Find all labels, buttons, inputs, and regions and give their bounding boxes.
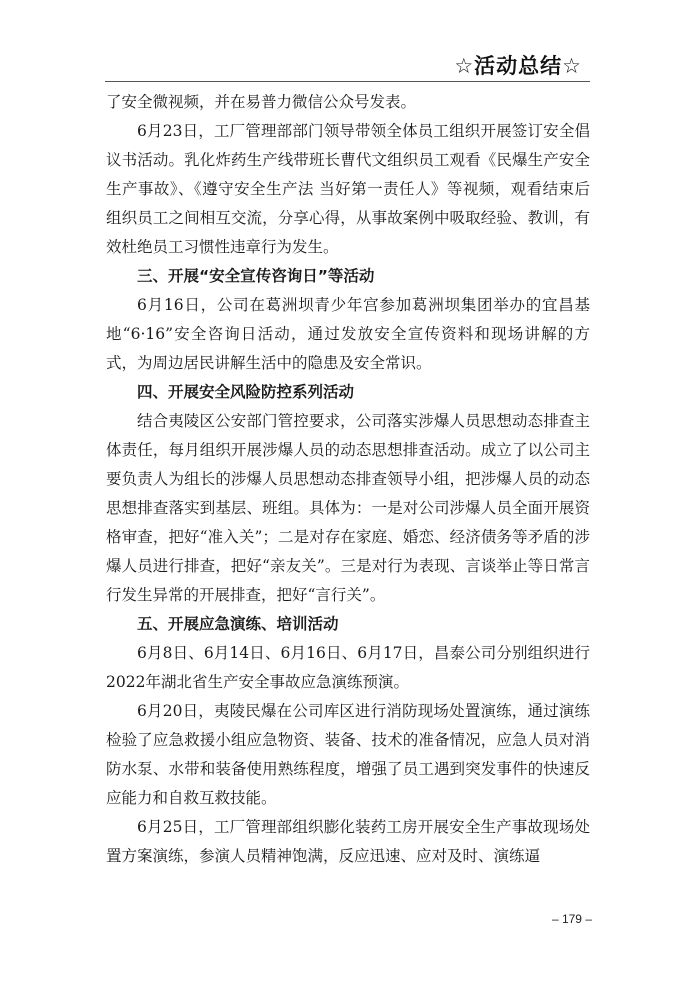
paragraph-continuation: 了安全微视频，并在易普力微信公众号发表。 [106, 93, 417, 111]
paragraph-drill-rehearsal: 6月8日、6月14日、6月16日、6月17日，昌泰公司分别组织进行2022年湖北省生产安全事故应急演练预演。 [106, 644, 590, 691]
paragraph-consultation-day: 6月16日，公司在葛洲坝青少年宫参加葛洲坝集团举办的宜昌基地“6·16”安全咨询日活动，通过发放安全宣传资料和现场讲解的方式，为周边居民讲解生活中的隐患及安全常识。 [106, 296, 590, 372]
section-heading-5: 五、开展应急演练、培训活动 [137, 615, 339, 633]
page-header-title: ☆活动总结☆ [454, 54, 582, 78]
section-heading-3: 三、开展“安全宣传咨询日”等活动 [137, 267, 375, 285]
section-heading-4: 四、开展安全风险防控系列活动 [137, 383, 355, 401]
paragraph-emergency-plan-drill: 6月25日，工厂管理部组织膨化装药工房开展安全生产事故现场处置方案演练，参演人员精神饱满，反应迅速、应对及时、演练逼 [106, 818, 590, 865]
header-divider [105, 81, 590, 82]
paragraph-safety-pledge: 6月23日，工厂管理部部门领导带领全体员工组织开展签订安全倡议书活动。乳化炸药生产线带班长曹代文组织员工观看《民爆生产安全生产事故》、《遵守安全生产法 当好第一责任人》等视频，观看结束后组织员工之间相互交流，分享心得，从事故案例中吸取经验、教训，有效杜绝员工习惯性违章行为发生。 [106, 122, 590, 256]
page-body [106, 88, 590, 871]
paragraph-risk-control: 结合夷陵区公安部门管控要求，公司落实涉爆人员思想动态排查主体责任，每月组织开展涉爆人员的动态思想排查活动。成立了以公司主要负责人为组长的涉爆人员思想动态排查领导小组，把涉爆人员的动态思想排查落实到基层、班组。具体为：一是对公司涉爆人员全面开展资格审查，把好“准入关”；二是对存在家庭、婚恋、经济债务等矛盾的涉爆人员进行排查，把好“亲友关”。三是对行为表现、言谈举止等日常言行发生异常的开展排查，把好“言行关”。 [106, 412, 590, 604]
paragraph-fire-drill: 6月20日，夷陵民爆在公司库区进行消防现场处置演练，通过演练检验了应急救援小组应急物资、装备、技术的准备情况，应急人员对消防水泵、水带和装备使用熟练程度，增强了员工遇到突发事件的快速反应能力和自救互救技能。 [106, 702, 590, 807]
page-number: – 179 – [551, 912, 592, 926]
